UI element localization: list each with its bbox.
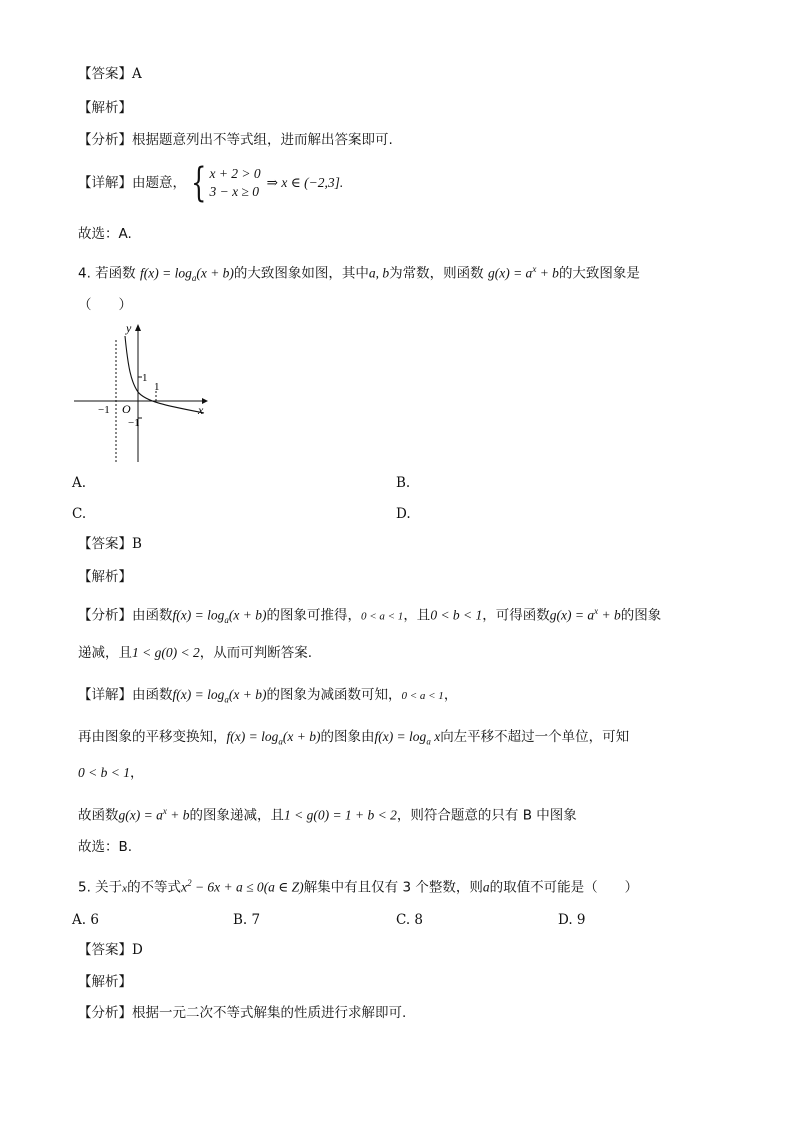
system-line-1: x + 2 > 0 — [209, 166, 261, 181]
xj-2b: f(x) = log — [226, 729, 279, 744]
q4-stem-end: 的大致图象是 — [558, 265, 640, 282]
q4-stem-prefix: 4. 若函数 — [78, 265, 136, 282]
fenxi-text: 根据一元二次不等式解集的性质进行求解即可. — [132, 1005, 407, 1021]
fenxi-1c: a — [224, 615, 229, 626]
q4-xiangjie-line-1 — [78, 685, 457, 710]
xj-4c: x — [162, 806, 167, 816]
q5-option-a[interactable]: A. 6 — [72, 912, 99, 928]
fenxi-2c: ，从而可判断答案. — [199, 645, 313, 661]
q3-answer-line — [78, 64, 142, 84]
q5-stem-cond: (a ∈ Z) — [263, 879, 304, 895]
q5-stem-ineq2: − 6x + a ≤ 0 — [191, 879, 264, 895]
answer-tag: 【答案】 — [78, 66, 132, 82]
answer-value: D — [132, 942, 143, 958]
q4-option-c[interactable]: C. — [72, 506, 87, 522]
xj-4d: + b — [166, 807, 190, 823]
q5-stem-b: 的不等式 — [127, 879, 182, 896]
y-axis-arrow — [135, 324, 141, 331]
q5-stem-ineq: x — [181, 879, 188, 895]
q4-stem-f-tail: (x + b) — [196, 265, 234, 281]
x-axis-label: x — [198, 403, 204, 417]
xj-1g: ， — [443, 687, 458, 703]
q4-stem-g-sup: x — [532, 264, 537, 274]
xj-1c: a — [224, 694, 229, 705]
fenxi-tag: 【分析】 — [78, 607, 132, 624]
xj-3: 0 < b < 1 — [78, 765, 130, 780]
q3-conclusion: 故选：A. — [78, 226, 132, 242]
q4-answer-line — [78, 534, 142, 554]
fenxi-1b: f(x) = log — [172, 607, 225, 623]
q4-stem-g-tail: + b — [536, 265, 559, 281]
xj-1e: 的图象为减函数可知， — [266, 687, 402, 703]
xj-4b: g(x) = a — [118, 807, 163, 823]
q5-stem-sup: 2 — [187, 878, 192, 888]
q4-xiangjie-line-2 — [78, 727, 629, 752]
q4-analysis-title: 【解析】 — [78, 569, 132, 585]
q5-answer-line — [78, 940, 143, 960]
xj-2h: x — [430, 729, 441, 744]
q5-stem-x: x — [122, 882, 128, 895]
q4-stem-mid: 的大致图象如图，其中 — [233, 265, 369, 282]
xj-1b: f(x) = log — [172, 687, 225, 702]
log-function-graph — [72, 322, 222, 464]
q4-stem-f-sub: a — [191, 273, 197, 284]
fenxi-1h: 0 < b < 1 — [430, 607, 483, 623]
xiangjie-text: 由题意， — [132, 175, 186, 191]
xj-1f: 0 < a < 1 — [401, 690, 444, 702]
answer-value: A — [132, 66, 142, 82]
q4-stem-mid2: 为常数，则函数 — [389, 265, 484, 282]
xj-1d: (x + b) — [228, 687, 267, 702]
q4-conclusion: 故选：B. — [78, 839, 133, 855]
system-line-2: 3 − x ≥ 0 — [209, 184, 259, 199]
q4-stem-f: f(x) = log — [139, 265, 192, 281]
q4-stem-line — [78, 259, 640, 288]
tick-label-x-neg1: −1 — [98, 404, 110, 416]
fenxi-1e: 的图象可推得， — [266, 607, 361, 624]
q4-option-a[interactable]: A. — [72, 475, 87, 491]
fenxi-1g: ，且 — [403, 607, 431, 624]
q4-paren: （ ） — [78, 297, 132, 313]
xiangjie-tag: 【详解】 — [78, 687, 132, 703]
q4-fenxi-line-2 — [78, 643, 312, 663]
q4-option-d[interactable]: D. — [396, 506, 411, 522]
xiangjie-tag: 【详解】 — [78, 175, 132, 191]
fenxi-2a: 递减，且 — [78, 645, 132, 661]
inequality-system — [186, 160, 261, 206]
q4-stem-g: g(x) = a — [487, 265, 533, 281]
fenxi-1i: ，可得函数 — [482, 607, 550, 624]
fenxi-1j: g(x) = a — [549, 607, 595, 623]
xj-2d: (x + b) — [282, 729, 321, 744]
left-brace: { — [191, 160, 207, 206]
xj-2i: 向左平移不超过一个单位，可知 — [440, 729, 630, 745]
fenxi-1a: 由函数 — [132, 607, 173, 624]
q4-stem-ab: a, b — [368, 265, 390, 281]
fenxi-tag: 【分析】 — [78, 132, 132, 148]
fenxi-1m: 的图象 — [620, 607, 662, 624]
system-result: ⇒ x ∈ (−2,3]. — [266, 175, 344, 190]
fenxi-1f: 0 < a < 1 — [360, 610, 404, 623]
q5-option-c[interactable]: C. 8 — [396, 912, 424, 928]
xj-2g: a — [426, 736, 431, 747]
xj-4a: 故函数 — [78, 807, 119, 824]
q5-option-b[interactable]: B. 7 — [233, 912, 261, 928]
xj-4g: ，则符合题意的只有 B 中图象 — [396, 807, 577, 824]
xj-4e: 的图象递减，且 — [189, 807, 284, 824]
xj-4f: 1 < g(0) = 1 + b < 2 — [283, 807, 397, 823]
y-axis-label: y — [126, 322, 132, 335]
xj-3b: ， — [129, 765, 144, 781]
q4-fenxi-line-1 — [78, 601, 661, 630]
tick-label-y-neg1: −1 — [128, 417, 140, 429]
tick-label-x-1: 1 — [154, 381, 160, 393]
tick-label-y-1: 1 — [142, 372, 148, 384]
q3-xiangjie-line — [78, 160, 343, 206]
q5-stem-alpha: a — [482, 879, 490, 895]
xj-2a: 再由图象的平移变换知， — [78, 729, 227, 745]
q5-stem-line — [78, 873, 638, 899]
fenxi-2b: 1 < g(0) < 2 — [132, 645, 200, 660]
q5-stem-c: 解集中有且仅有 3 个整数，则 — [303, 879, 483, 896]
q5-analysis-title: 【解析】 — [78, 974, 132, 990]
fenxi-1d: (x + b) — [228, 607, 267, 623]
q4-xiangjie-line-4 — [78, 801, 577, 826]
xj-1a: 由函数 — [132, 687, 173, 703]
q5-fenxi-line — [78, 1003, 406, 1023]
fenxi-1l: + b — [598, 607, 621, 623]
fenxi-1k: x — [594, 606, 599, 616]
fenxi-tag: 【分析】 — [78, 1005, 132, 1021]
xj-2c: a — [278, 736, 283, 747]
q3-fenxi-line — [78, 130, 393, 150]
q5-option-d[interactable]: D. 9 — [558, 912, 586, 928]
origin-label: O — [122, 402, 131, 416]
answer-value: B — [132, 536, 142, 552]
fenxi-text: 根据题意列出不等式组，进而解出答案即可. — [132, 132, 393, 148]
answer-tag: 【答案】 — [78, 942, 132, 958]
q4-xiangjie-line-3 — [78, 763, 143, 783]
xj-2f: f(x) = log — [374, 729, 427, 744]
q4-option-b[interactable]: B. — [396, 475, 411, 491]
q5-stem-d: 的取值不可能是（ ） — [489, 879, 639, 896]
answer-tag: 【答案】 — [78, 536, 132, 552]
q5-stem-a: 5. 关于 — [78, 879, 123, 896]
xj-2e: 的图象由 — [320, 729, 375, 745]
q3-analysis-title: 【解析】 — [78, 100, 132, 116]
